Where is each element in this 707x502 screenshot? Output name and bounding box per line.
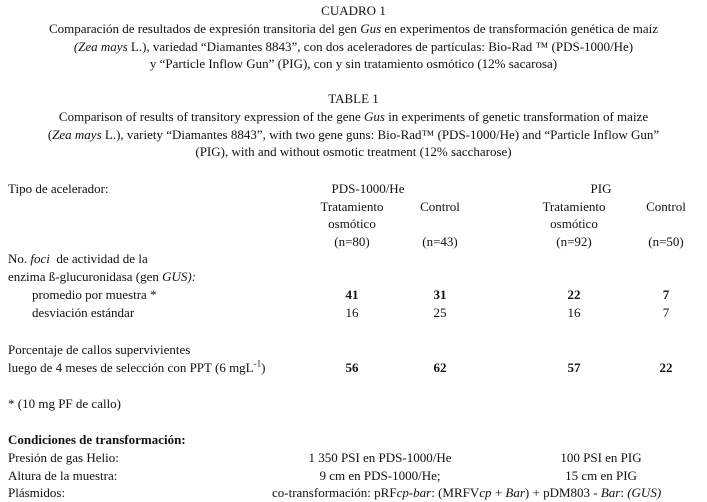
mean-value-2: 31 xyxy=(433,287,447,302)
col-2-n: (n=43) xyxy=(422,234,458,249)
col-1-line-2: osmótico xyxy=(328,216,376,231)
col-2-line-1: Control xyxy=(420,199,460,214)
foci-label-line-2: enzima ß-glucuronidasa (gen GUS): xyxy=(8,269,197,284)
mean-value-3: 22 xyxy=(567,287,581,302)
pressure-label: Presión de gas Helio: xyxy=(8,450,119,465)
col-3-n: (n=92) xyxy=(556,234,592,249)
sd-value-1: 16 xyxy=(345,305,359,320)
spanish-caption-line-1: Comparación de resultados de expresión transitoria del gen Gus en experimentos de transformación genética de maíz xyxy=(49,21,658,36)
height-pig: 15 cm en PIG xyxy=(565,468,637,483)
group-pds: PDS-1000/He xyxy=(331,181,405,196)
english-caption-line-1: Comparison of results of transitory expression of the gene Gus in experiments of genetic transformation of maize xyxy=(58,109,649,124)
sd-value-3: 16 xyxy=(567,305,581,320)
survival-value-3: 57 xyxy=(567,360,581,375)
survival-value-1: 56 xyxy=(345,360,359,375)
col-3-line-2: osmótico xyxy=(550,216,598,231)
col-4-n: (n=50) xyxy=(648,234,684,249)
col-3-line-1: Tratamiento xyxy=(542,199,606,214)
mean-value-1: 41 xyxy=(345,287,359,302)
sd-value-2: 25 xyxy=(433,305,447,320)
spanish-table-label: CUADRO 1 xyxy=(321,3,386,18)
height-label: Altura de la muestra: xyxy=(8,468,118,483)
survival-value-2: 62 xyxy=(433,360,447,375)
plasmid-label: Plásmidos: xyxy=(8,485,66,500)
english-caption-line-2: (Zea mays L.), variety “Diamantes 8843”, with two gene guns: Bio-Rad™ (PDS-1000/He) and “Particle Inflow Gun” xyxy=(47,127,660,142)
pressure-pig: 100 PSI en PIG xyxy=(560,450,642,465)
footnote: * (10 mg PF de callo) xyxy=(8,396,122,411)
height-pds: 9 cm en PDS-1000/He; xyxy=(319,468,441,483)
survival-label-line-1: Porcentaje de callos supervivientes xyxy=(8,342,191,357)
mean-value-4: 7 xyxy=(662,287,670,302)
group-pig: PIG xyxy=(590,181,612,196)
spanish-caption-line-2: (Zea mays L.), variedad “Diamantes 8843”, con dos aceleradores de partículas: Bio-Rad ™ (PDS-1000/He) xyxy=(73,39,634,54)
sd-label: desviación estándar xyxy=(32,305,135,320)
conditions-heading: Condiciones de transformación: xyxy=(8,432,186,447)
english-caption-line-3: (PIG), with and without osmotic treatment (12% saccharose) xyxy=(195,144,512,159)
survival-label-line-2: luego de 4 meses de selección con PPT (6 mgL$^{-1}$) xyxy=(8,358,266,375)
mean-label: promedio por muestra * xyxy=(32,287,157,302)
spanish-caption-line-3: y “Particle Inflow Gun” (PIG), con y sin tratamiento osmótico (12% sacarosa) xyxy=(149,56,558,71)
sd-value-4: 7 xyxy=(662,305,670,320)
plasmid-value: co-transformación: pRFcp-bar: (MRFVcp + Bar) + pDM803 - Bar: (GUS) xyxy=(272,485,662,500)
pressure-pds: 1 350 PSI en PDS-1000/He xyxy=(308,450,452,465)
col-1-n: (n=80) xyxy=(334,234,370,249)
foci-label-line-1: No. foci de actividad de la xyxy=(8,251,148,266)
survival-value-4: 22 xyxy=(659,360,673,375)
english-table-label: TABLE 1 xyxy=(328,91,379,106)
accelerator-label: Tipo de acelerador: xyxy=(8,181,109,196)
col-1-line-1: Tratamiento xyxy=(320,199,384,214)
col-4-line-1: Control xyxy=(646,199,686,214)
